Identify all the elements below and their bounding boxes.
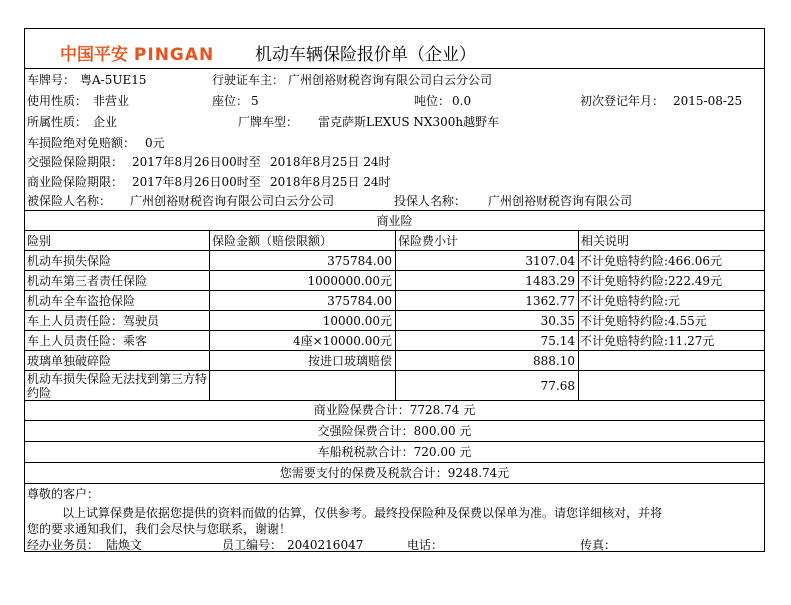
reg-value: 2015-08-25 bbox=[673, 94, 743, 108]
header-coverage: 险别 bbox=[27, 234, 52, 248]
header-notes: 相关说明 bbox=[581, 234, 630, 248]
coverage-premium: 888.10 bbox=[533, 354, 575, 368]
usage-value: 非营业 bbox=[93, 94, 130, 108]
coverage-premium: 1483.29 bbox=[525, 274, 575, 288]
employee-value: 2040216047 bbox=[287, 538, 364, 552]
comm-period-label: 商业险保险期限： bbox=[27, 175, 124, 189]
coverage-premium: 77.68 bbox=[540, 379, 575, 393]
coverage-name: 车上人员责任险：乘客 bbox=[27, 334, 148, 348]
notice-line1: 以上试算保费是依据您提供的资料而做的估算，仅供参考。最终投保险种及保费以保单为准。请您详细核对，并将 bbox=[62, 506, 663, 520]
coverage-amount: 375784.00 bbox=[327, 294, 392, 308]
coverage-name: 机动车第三者责任保险 bbox=[27, 274, 148, 288]
model-label: 厂牌车型： bbox=[238, 115, 299, 129]
coverage-amount: 按进口玻璃赔偿 bbox=[307, 354, 392, 368]
commercial-total: 商业险保费合计：7728.74 元 bbox=[313, 403, 476, 417]
column-divider bbox=[395, 230, 396, 400]
model-value: 雷克萨斯LEXUS NX300h越野车 bbox=[318, 115, 500, 129]
deductible-value: 0元 bbox=[145, 136, 165, 150]
column-divider bbox=[209, 230, 210, 400]
coverage-name: 车上人员责任险：驾驶员 bbox=[27, 314, 160, 328]
insured-value: 广州创裕财税咨询有限公司白云分公司 bbox=[130, 194, 335, 208]
header-premium: 保险费小计 bbox=[398, 234, 459, 248]
usage-label: 使用性质： bbox=[27, 94, 88, 108]
ownership-value: 企业 bbox=[93, 115, 118, 129]
coverage-name: 玻璃单独破碎险 bbox=[27, 354, 112, 368]
coverage-premium: 75.14 bbox=[540, 334, 575, 348]
ownership-label: 所属性质： bbox=[27, 115, 88, 129]
coverage-amount: 10000.00元 bbox=[322, 314, 392, 328]
coverage-amount: 1000000.00元 bbox=[307, 274, 392, 288]
ctp-total: 交强险保费合计：800.00 元 bbox=[317, 424, 472, 438]
agent-value: 陆焕文 bbox=[106, 538, 143, 552]
coverage-note: 不计免赔特约险:222.49元 bbox=[580, 274, 723, 288]
coverage-amount: 375784.00 bbox=[327, 254, 392, 268]
plate-value: 粤A-5UE15 bbox=[80, 73, 147, 87]
section-title: 商业险 bbox=[376, 214, 413, 228]
greeting: 尊敬的客户： bbox=[27, 487, 100, 501]
owner-value: 广州创裕财税咨询有限公司白云分公司 bbox=[288, 73, 493, 87]
logo-en: PINGAN bbox=[133, 45, 215, 65]
insured-label: 被保险人名称： bbox=[27, 194, 112, 208]
tonnage-label: 吨位： bbox=[414, 94, 451, 108]
coverage-name: 机动车损失保险 bbox=[27, 254, 112, 268]
column-divider bbox=[578, 230, 579, 400]
logo-cn: 中国平安 bbox=[60, 45, 128, 65]
ctp-period-start: 2017年8月26日00时至 bbox=[132, 155, 261, 169]
owner-label: 行驶证车主： bbox=[212, 73, 285, 87]
fax-label: 传真： bbox=[580, 538, 617, 552]
coverage-premium: 1362.77 bbox=[525, 294, 575, 308]
tonnage-value: 0.0 bbox=[452, 94, 472, 108]
coverage-note: 不计免赔特约险:11.27元 bbox=[580, 334, 715, 348]
coverage-note: 不计免赔特约险:466.06元 bbox=[580, 254, 723, 268]
seats-label: 座位： bbox=[212, 94, 249, 108]
coverage-premium: 30.35 bbox=[540, 314, 575, 328]
coverage-note: 不计免赔特约险:元 bbox=[580, 294, 681, 308]
coverage-premium: 3107.04 bbox=[525, 254, 575, 268]
coverage-name: 机动车全车盗抢保险 bbox=[27, 294, 136, 308]
phone-label: 电话： bbox=[407, 538, 444, 552]
vessel-tax-total: 车船税税款合计：720.00 元 bbox=[317, 445, 472, 459]
notice-line2: 您的要求通知我们，我们会尽快与您联系，谢谢！ bbox=[27, 522, 292, 536]
applicant-label: 投保人名称： bbox=[394, 194, 467, 208]
divider bbox=[24, 483, 765, 484]
deductible-label: 车损险绝对免赔额： bbox=[27, 136, 136, 150]
page-title: 机动车辆保险报价单（企业） bbox=[255, 45, 476, 65]
ctp-period-end: 2018年8月25日 24时 bbox=[270, 155, 391, 169]
agent-label: 经办业务员： bbox=[27, 538, 100, 552]
seats-value: 5 bbox=[251, 94, 259, 108]
grand-total: 您需要支付的保费及税款合计：9248.74元 bbox=[279, 466, 510, 480]
header-amount: 保险金额（赔偿限额） bbox=[212, 234, 333, 248]
coverage-note: 不计免赔特约险:4.55元 bbox=[580, 314, 707, 328]
coverage-name: 机动车损失保险无法找到第三方特约险 bbox=[27, 372, 207, 400]
applicant-value: 广州创裕财税咨询有限公司 bbox=[488, 194, 633, 208]
comm-period-start: 2017年8月26日00时至 bbox=[132, 175, 261, 189]
plate-label: 车牌号： bbox=[27, 73, 76, 87]
employee-label: 员工编号： bbox=[222, 538, 283, 552]
reg-label: 初次登记年月： bbox=[580, 94, 665, 108]
coverage-amount: 4座×10000.00元 bbox=[293, 334, 392, 348]
ctp-period-label: 交强险保险期限： bbox=[27, 155, 124, 169]
comm-period-end: 2018年8月25日 24时 bbox=[270, 175, 391, 189]
divider bbox=[24, 68, 765, 69]
